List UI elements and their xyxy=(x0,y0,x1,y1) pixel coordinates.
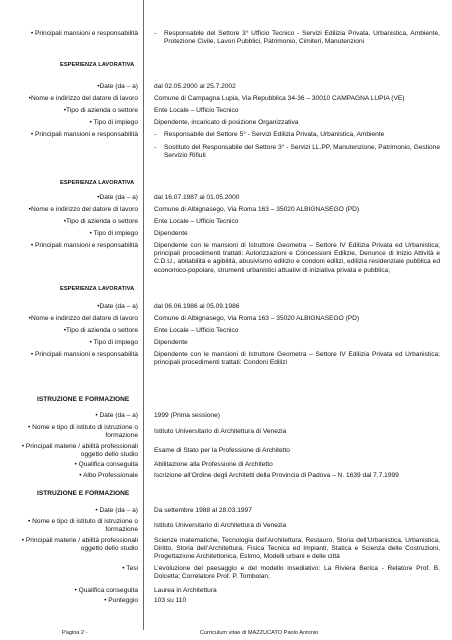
edu-albo-label: • Albo Professionale xyxy=(79,472,138,479)
edu-qualification-value: Abilitazione alla Professione di Architetto xyxy=(154,461,273,468)
employer-label: •Nome e indirizzo del datore di lavoro xyxy=(28,315,138,322)
employer-value: Comune di Albignasego, Via Roma 163 – 35020 ALBIGNASEGO (PD) xyxy=(154,315,360,322)
edu-thesis-label: • Tesi xyxy=(122,565,138,572)
sector-label: •Tipo di azienda o settore xyxy=(63,327,138,334)
edu-qualification-value: Laurea in Architettura xyxy=(154,587,217,594)
edu-date-label: • Date (da – a) xyxy=(95,507,138,514)
section-heading-experience: ESPERIENZA LAVORATIVA xyxy=(60,286,135,292)
column-divider xyxy=(143,0,144,630)
mansioni-text: Responsabile del Settore 5° - Servizi Edilizia Privata, Urbanistica, Ambiente xyxy=(164,131,385,138)
employer-value: Comune di Campagna Lupia, Via Repubblica 34-36 – 30010 CAMPAGNA LUPIA (VE) xyxy=(154,95,405,102)
edu-qualification-label: • Qualifica conseguita xyxy=(74,461,138,468)
date-value: dal 02.05.2000 al 25.7.2002 xyxy=(154,83,236,90)
edu-institute-value: Istituto Universitario di Architettura di Venezia xyxy=(154,428,287,435)
mansioni-text: Sostituto del Responsabile del Settore 3° - Servizi LL.PP, Manutenzione, Patrimonio, Gestione Servizio Rifiuti xyxy=(164,144,440,160)
edu-score-value: 103 su 110 xyxy=(154,597,187,604)
sector-label: •Tipo di azienda o settore xyxy=(63,107,138,114)
edu-date-value: Da settembre 1988 al 28.03.1997 xyxy=(154,507,252,514)
employer-value: Comune di Albignasego, Via Roma 163 – 35020 ALBIGNASEGO (PD) xyxy=(154,206,360,213)
employment-type-label: • Tipo di impiego xyxy=(89,339,138,346)
sector-label: •Tipo di azienda o settore xyxy=(63,218,138,225)
mansioni-value xyxy=(154,30,440,46)
mansioni-value: Dipendente con le mansioni di Istruttore Geometra – Settore IV Edilizia Privata ed Urbanistica; principali procedimenti trattati: Condoni Edilizi xyxy=(154,351,440,367)
sector-value: Ente Locale – Ufficio Tecnico xyxy=(154,107,239,114)
edu-thesis-value: L’evoluzione del paesaggio e del modello insediativo: La Riviera Berica - Relatore Prof. B. Dolcetta; Correlatore Prof. P. Tombolan; xyxy=(154,565,440,581)
edu-subjects-label: • Principali materie / abilità professionali oggetto dello studio xyxy=(21,443,138,459)
date-label: •Date (da – a) xyxy=(97,194,138,201)
employer-label: •Nome e indirizzo del datore di lavoro xyxy=(28,206,138,213)
employment-type-value: Dipendente xyxy=(154,339,188,346)
date-value: dal 06.06.1986 al 05.09.1986 xyxy=(154,303,240,310)
edu-institute-label: • Nome e tipo di istituto di istruzione o formazione xyxy=(27,424,138,440)
employment-type-label: • Tipo di impiego xyxy=(89,119,138,126)
employment-type-value: Dipendente, incaricato di posizione Organizzativa xyxy=(154,119,299,126)
mansioni-label: • Principali mansioni e responsabilità xyxy=(30,131,138,138)
mansioni-label: • Principali mansioni e responsabilità xyxy=(30,351,138,358)
employment-type-value: Dipendente xyxy=(154,230,188,237)
sector-value: Ente Locale – Ufficio Tecnico xyxy=(154,327,239,334)
mansioni-label: • Principali mansioni e responsabilità xyxy=(30,242,138,249)
dash-bullet: - xyxy=(154,30,157,37)
section-heading-experience: ESPERIENZA LAVORATIVA xyxy=(60,180,135,186)
edu-date-value: 1999 (Prima sessione) xyxy=(154,412,220,419)
edu-date-label: • Date (da – a) xyxy=(95,412,138,419)
edu-score-label: • Punteggio xyxy=(104,597,138,604)
date-label: •Date (da – a) xyxy=(97,83,138,90)
edu-institute-label: • Nome e tipo di istituto di istruzione o formazione xyxy=(27,518,138,534)
edu-institute-value: Istituto Universitario di Architettura di Venezia xyxy=(154,522,287,529)
employer-label: •Nome e indirizzo del datore di lavoro xyxy=(28,95,138,102)
mansioni-value: Dipendente con le mansioni di Istruttore Geometra – Settore IV Edilizia Privata ed Urbanistica; principali procedimenti trattati: Autorizzazioni e Concessioni Edilizie, Denunce di Inizio Attività e C.D.U., abitabilità e agibilità, abusivismo edilizio e condoni edilizi, edilizia residenziale pubblica ed economico-popolare, strumenti urbanistici attuativi di iniziativa privata e pubblica; xyxy=(154,242,440,274)
employment-type-label: • Tipo di impiego xyxy=(89,230,138,237)
mansioni-value xyxy=(154,131,440,139)
edu-albo-value: Iscrizione all’Ordine degli Architetti della Provincia di Padova – N. 1639 dal 7.7.1999 xyxy=(154,472,399,479)
dash-bullet: - xyxy=(154,131,157,138)
mansioni-value xyxy=(154,144,440,160)
dash-bullet: - xyxy=(154,144,157,151)
edu-qualification-label: • Qualifica conseguita xyxy=(74,587,138,594)
sector-value: Ente Locale – Ufficio Tecnico xyxy=(154,218,239,225)
date-value: dal 16.07.1987 al 01.05.2000 xyxy=(154,194,240,201)
edu-subjects-label: • Principali materie / abilità professionali oggetto dello studio xyxy=(21,537,138,553)
edu-subjects-value: Esame di Stato per la Professione di Architetto xyxy=(154,447,290,454)
mansioni-text: Responsabile del Settore 3° Ufficio Tecnico - Servizi Edilizia Privata, Urbanistica, Ambiente, Protezione Civile, Lavori Pubblici, Patrimonio, Cimiteri, Manutenzioni xyxy=(164,30,440,46)
edu-subjects-value: Scienze matematiche, Tecnologia dell’Architettura, Restauro, Storia dell’Urbanistica, Urbanistica, Diritto, Storia dell’Architettura, Fisica Tecnica ed Impianti, Statica e Scienza delle Costruzioni, Progettazione Architettonica, Estimo, Modelli urbani e delle città xyxy=(154,537,440,561)
section-heading-experience: ESPERIENZA LAVORATIVA xyxy=(60,62,135,68)
mansioni-label: • Principali mansioni e responsabilità xyxy=(30,30,138,37)
section-heading-education: ISTRUZIONE E FORMAZIONE xyxy=(37,396,130,403)
date-label: •Date (da – a) xyxy=(97,303,138,310)
footer-page-number: Pagina 2 - xyxy=(62,630,88,636)
footer-title: Curriculum vitae di MAZZUCATO Paolo Antonio xyxy=(200,630,319,636)
section-heading-education: ISTRUZIONE E FORMAZIONE xyxy=(37,490,130,497)
